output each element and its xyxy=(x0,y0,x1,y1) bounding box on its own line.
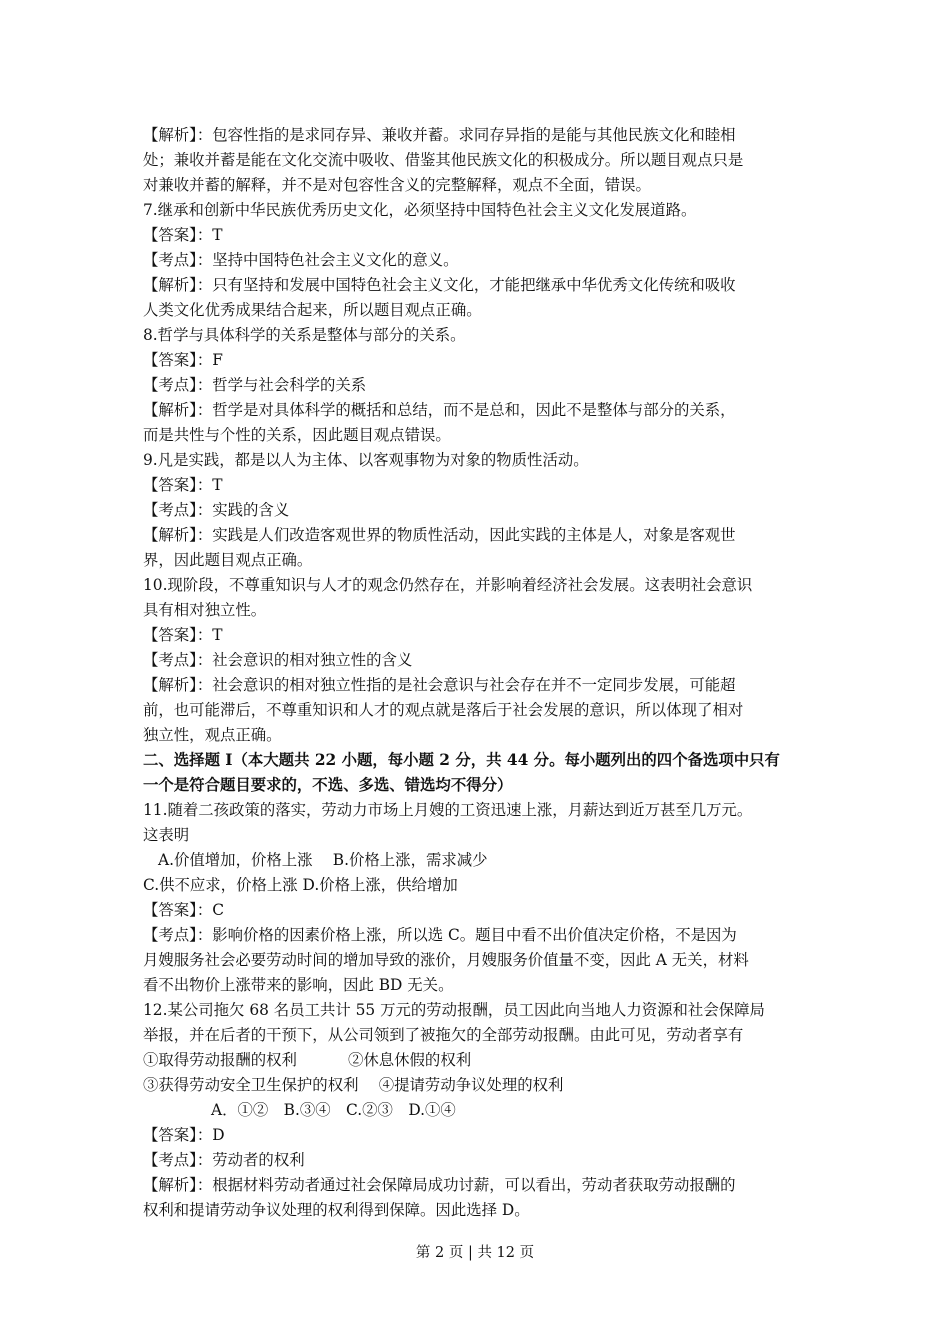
option-line: A．①② B.③④ C.②③ D.①④ xyxy=(211,1101,456,1119)
question-12: 12.某公司拖欠 68 名员工共计 55 万元的劳动报酬，员工因此向当地人力资源和社会保障局 xyxy=(143,1001,765,1019)
text-line: 对兼收并蓄的解释，并不是对包容性含义的完整解释，观点不全面，错误。 xyxy=(143,176,651,194)
answer-line: 【答案】：F xyxy=(143,351,223,369)
answer-line: 【答案】：T xyxy=(143,626,223,644)
option-line: A.价值增加，价格上涨 B.价格上涨，需求减少 xyxy=(158,851,488,869)
text-line: 具有相对独立性。 xyxy=(143,601,267,619)
analysis-line: 【解析】：哲学是对具体科学的概括和总结，而不是总和，因此不是整体与部分的关系， xyxy=(143,401,736,419)
answer-line: 【答案】：C xyxy=(143,901,225,919)
text-line: 权利和提请劳动争议处理的权利得到保障。因此选择 D。 xyxy=(143,1201,530,1219)
text-line: 界，因此题目观点正确。 xyxy=(143,551,313,569)
page-content xyxy=(143,123,811,1223)
text-line: 举报，并在后者的干预下，从公司领到了被拖欠的全部劳动报酬。由此可见，劳动者享有 xyxy=(143,1026,744,1044)
section-heading: 二、选择题 I（本大题共 22 小题，每小题 2 分，共 44 分。每小题列出的四个备选项中只有 xyxy=(143,751,780,769)
question-11: 11.随着二孩政策的落实，劳动力市场上月嫂的工资迅速上涨，月薪达到近万甚至几万元。 xyxy=(143,801,753,819)
section-heading-cont: 一个是符合题目要求的，不选、多选、错选均不得分） xyxy=(143,776,513,794)
text-line: 人类文化优秀成果结合起来，所以题目观点正确。 xyxy=(143,301,482,319)
topic-line: 【考点】：劳动者的权利 xyxy=(143,1151,305,1169)
choice-line: ③获得劳动安全卫生保护的权利 ④提请劳动争议处理的权利 xyxy=(143,1076,564,1094)
answer-line: 【答案】：D xyxy=(143,1126,225,1144)
text-line: 处；兼收并蓄是能在文化交流中吸收、借鉴其他民族文化的积极成分。所以题目观点只是 xyxy=(143,151,744,169)
question-9: 9.凡是实践，都是以人为主体、以客观事物为对象的物质性活动。 xyxy=(143,451,589,469)
text-line: 看不出物价上涨带来的影响，因此 BD 无关。 xyxy=(143,976,454,994)
topic-line: 【考点】：社会意识的相对独立性的含义 xyxy=(143,651,413,669)
text-line: 【解析】：包容性指的是求同存异、兼收并蓄。求同存异指的是能与其他民族文化和睦相 xyxy=(143,126,736,144)
topic-line: 【考点】：哲学与社会科学的关系 xyxy=(143,376,367,394)
page-footer: 第 2 页 | 共 12 页 xyxy=(415,1245,535,1261)
analysis-line: 【解析】：实践是人们改造客观世界的物质性活动，因此实践的主体是人，对象是客观世 xyxy=(143,526,736,544)
text-line: 这表明 xyxy=(143,826,190,844)
topic-line: 【考点】：实践的含义 xyxy=(143,501,290,519)
text-line: 独立性，观点正确。 xyxy=(143,726,282,744)
question-10: 10.现阶段，不尊重知识与人才的观念仍然存在，并影响着经济社会发展。这表明社会意识 xyxy=(143,576,753,594)
text-line: 前，也可能滞后，不尊重知识和人才的观点就是落后于社会发展的意识，所以体现了相对 xyxy=(143,701,744,719)
text-line: 月嫂服务社会必要劳动时间的增加导致的涨价，月嫂服务价值量不变，因此 A 无关，材料 xyxy=(143,951,749,969)
question-7: 7.继承和创新中华民族优秀历史文化，必须坚持中国特色社会主义文化发展道路。 xyxy=(143,201,697,219)
topic-line: 【考点】：坚持中国特色社会主义文化的意义。 xyxy=(143,251,459,269)
analysis-line: 【解析】：只有坚持和发展中国特色社会主义文化，才能把继承中华优秀文化传统和吸收 xyxy=(143,276,736,294)
text-line: 而是共性与个性的关系，因此题目观点错误。 xyxy=(143,426,451,444)
answer-line: 【答案】：T xyxy=(143,226,223,244)
analysis-line: 【解析】：社会意识的相对独立性指的是社会意识与社会存在并不一定同步发展，可能超 xyxy=(143,676,736,694)
analysis-line: 【解析】：根据材料劳动者通过社会保障局成功讨薪，可以看出，劳动者获取劳动报酬的 xyxy=(143,1176,736,1194)
choice-line: ①取得劳动报酬的权利 ②休息休假的权利 xyxy=(143,1051,472,1069)
answer-line: 【答案】：T xyxy=(143,476,223,494)
question-8: 8.哲学与具体科学的关系是整体与部分的关系。 xyxy=(143,326,466,344)
option-line: C.供不应求，价格上涨 D.价格上涨，供给增加 xyxy=(143,876,458,894)
topic-line: 【考点】：影响价格的因素价格上涨，所以选 C。题目中看不出价值决定价格，不是因为 xyxy=(143,926,737,944)
